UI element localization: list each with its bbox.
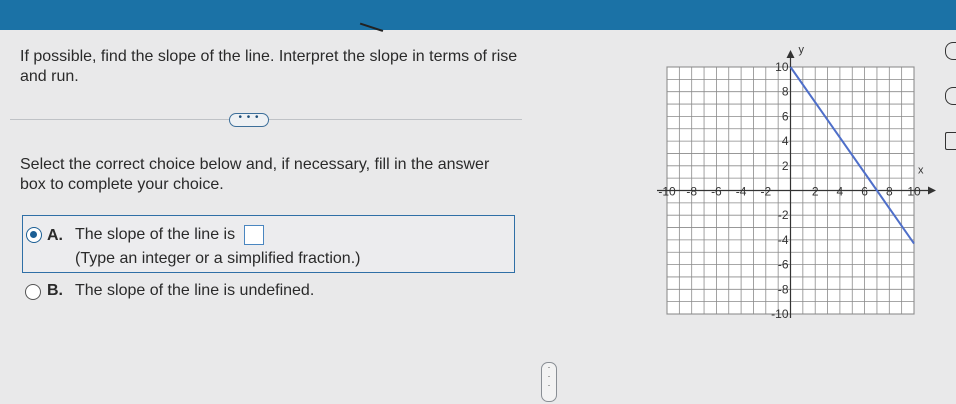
- choice-a[interactable]: [22, 215, 515, 273]
- coordinate-graph: [650, 40, 940, 330]
- choice-b-radio[interactable]: [25, 284, 41, 300]
- choice-a-text: The slope of the line is: [75, 226, 236, 244]
- instruction-text: Select the correct choice below and, if necessary, fill in the answer box to complete your choice.: [20, 156, 490, 193]
- x-tick-label: -10: [658, 184, 676, 199]
- y-tick-label: -2: [777, 208, 789, 223]
- x-tick-label: 2: [811, 184, 819, 199]
- x-tick-label: -2: [760, 184, 772, 199]
- question-text: If possible, find the slope of the line. Interpret the slope in terms of rise and run.: [20, 48, 518, 85]
- choice-b-text: The slope of the line is undefined.: [75, 282, 315, 299]
- choice-a-letter: A.: [47, 227, 63, 244]
- x-tick-label: -4: [735, 184, 747, 199]
- x-tick-label: 4: [836, 184, 844, 199]
- y-tick-label: -8: [777, 282, 789, 297]
- y-tick-label: -6: [777, 257, 789, 272]
- x-tick-label: -6: [711, 184, 722, 199]
- x-tick-label: 6: [861, 184, 868, 199]
- y-tick-label: -10: [771, 307, 789, 321]
- edge-control-3[interactable]: [945, 132, 956, 150]
- edge-control-2[interactable]: [945, 87, 956, 105]
- choice-b-letter: B.: [47, 282, 63, 299]
- y-axis-arrow: [787, 50, 795, 58]
- choice-a-hint: (Type an integer or a simplified fraction.): [75, 250, 361, 267]
- x-axis-arrow: [928, 187, 936, 195]
- choice-a-row: [75, 225, 264, 245]
- x-tick-label: -8: [686, 184, 698, 199]
- more-options-button[interactable]: • • •: [229, 113, 269, 127]
- y-tick-label: -4: [777, 232, 789, 247]
- panel-resize-handle[interactable]: · · ·: [541, 362, 557, 402]
- y-axis-label: y: [798, 44, 804, 56]
- choice-a-radio[interactable]: [26, 227, 42, 243]
- y-tick-label: 4: [781, 134, 789, 149]
- y-tick-label: 10: [775, 60, 789, 74]
- x-tick-label: 10: [907, 184, 921, 199]
- edge-control-1[interactable]: [945, 42, 956, 60]
- y-tick-label: 8: [781, 84, 789, 99]
- x-axis-label: x: [918, 164, 924, 177]
- notch-mark: [357, 23, 384, 42]
- y-tick-label: 6: [781, 109, 789, 124]
- top-bar: [0, 0, 956, 30]
- y-tick-label: 2: [781, 158, 789, 173]
- graph-svg: [650, 40, 940, 325]
- x-tick-label: 8: [885, 184, 893, 199]
- slope-answer-input[interactable]: [244, 225, 264, 245]
